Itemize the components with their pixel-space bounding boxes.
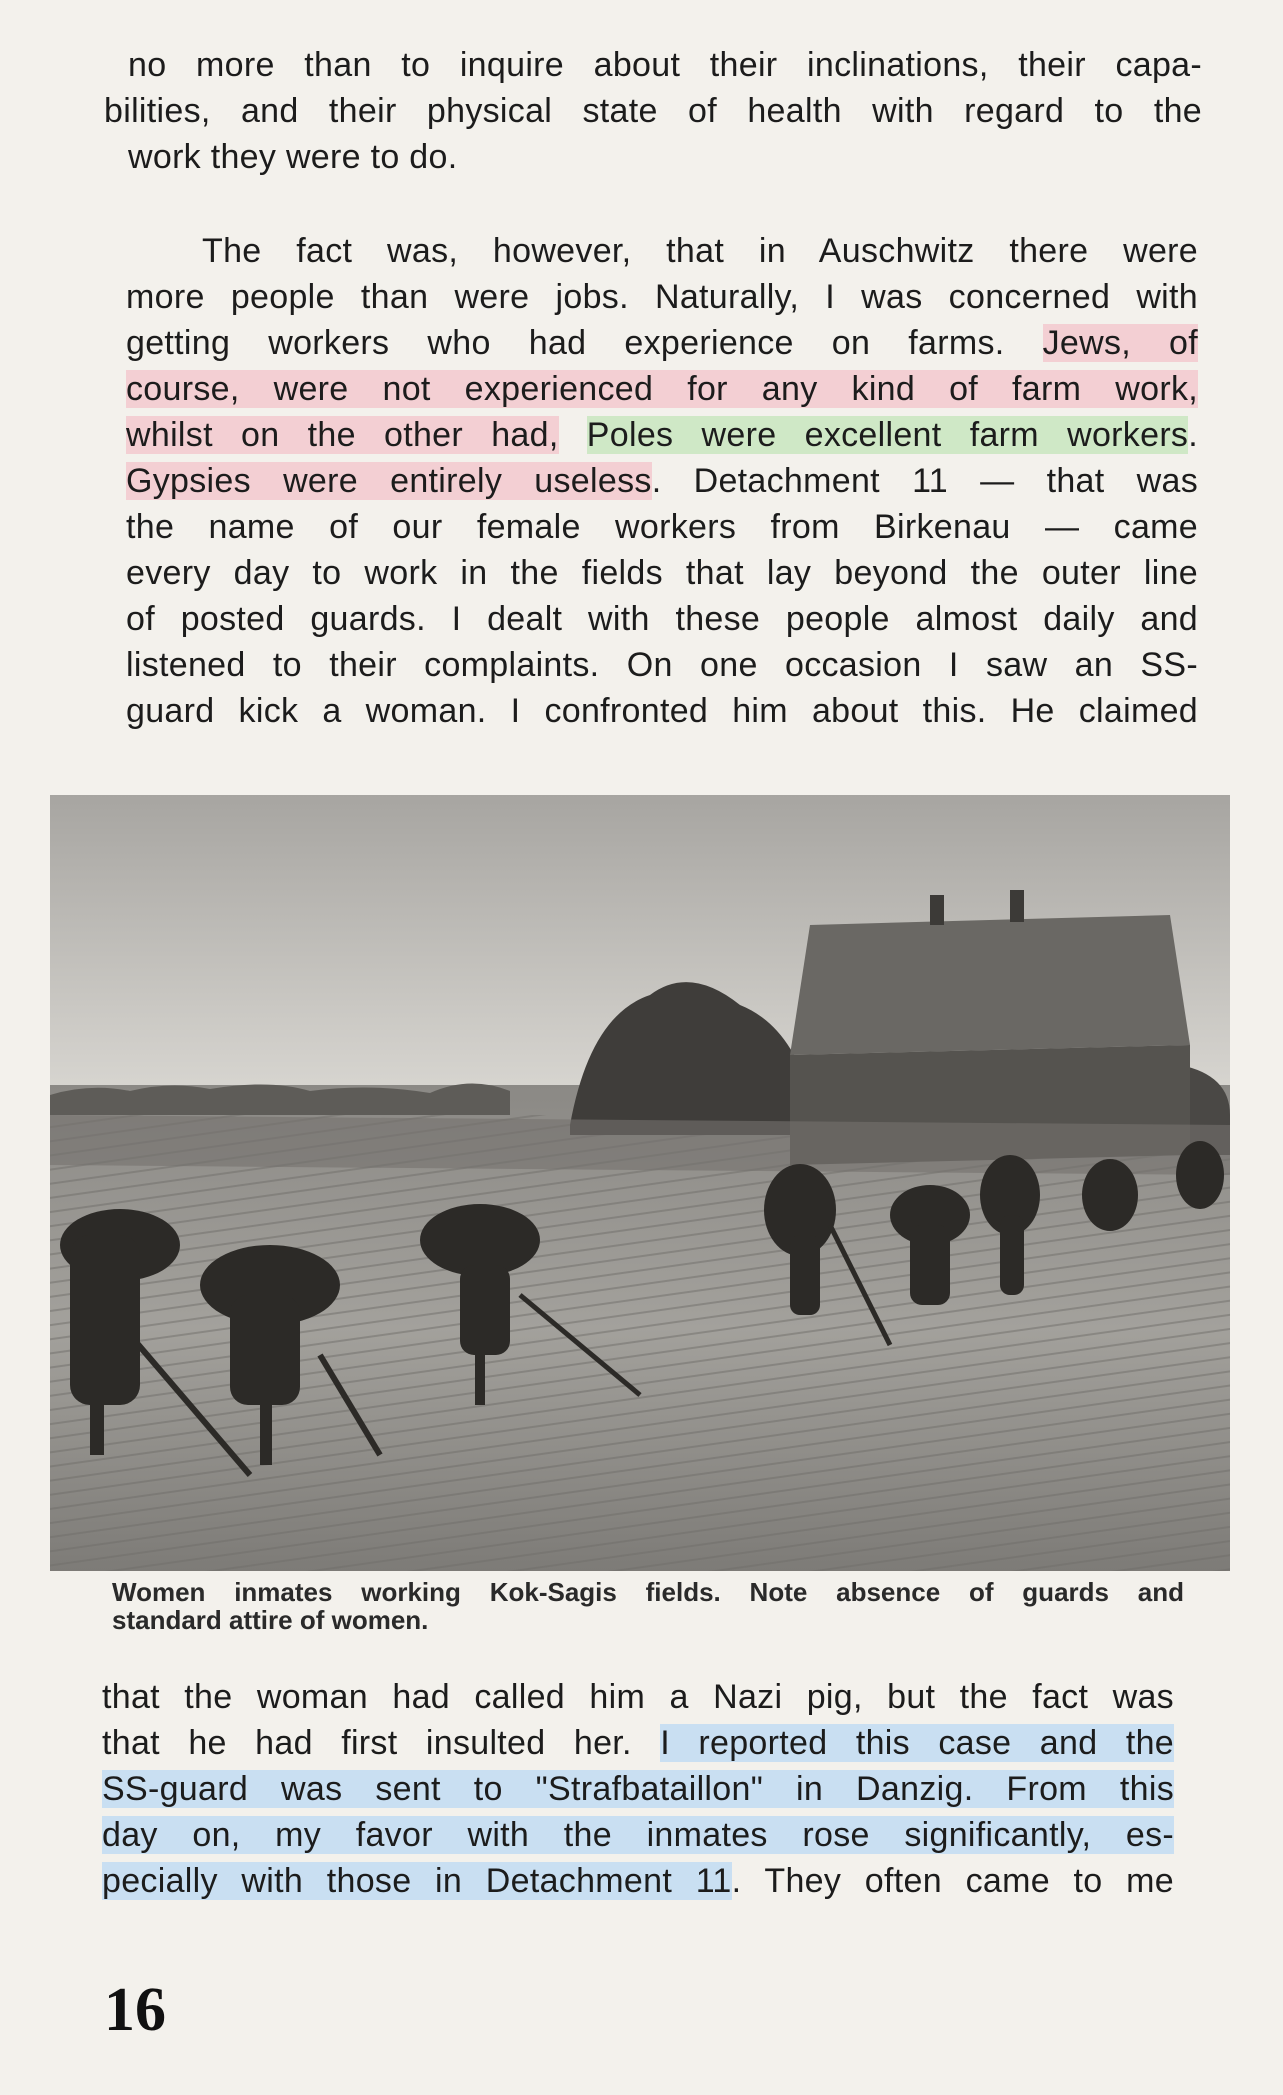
text-segment: . They often came to me [731,1862,1174,1900]
highlight-green: Poles were excellent farm workers [586,416,1189,454]
text-line [102,1766,1174,1812]
highlight-blue: pecially with those in Detachment 11 [102,1862,732,1900]
highlight-blue: I reported this case and the [660,1724,1174,1762]
text-line: bilities, and their physical state of health with regard to the [104,92,1202,130]
highlight-red: course, were not experienced for any kind of farm work, [126,370,1198,408]
text-line [102,1720,1174,1766]
highlight-red: Gypsies were entirely useless [126,462,652,500]
highlight-red: Jews, of [1042,324,1198,362]
text-line [126,320,1198,366]
text-line: guard kick a woman. I confronted him about this. He claimed [126,692,1198,730]
text-segment: that he had first insulted her. [102,1724,661,1762]
text-line: listened to their complaints. On one occasion I saw an SS- [126,646,1198,684]
field-workers-photo [50,795,1230,1571]
text-segment: . Detachment 11 — that was [651,462,1199,500]
highlight-blue: SS-guard was sent to "Strafbataillon" in Danzig. From this [102,1770,1174,1808]
highlight-red: whilst on the other had, [126,416,559,454]
text-line: The fact was, however, that in Auschwitz there were [202,232,1198,270]
text-line: of posted guards. I dealt with these people almost daily and [126,600,1198,638]
photo-caption [112,1578,1184,1634]
text-line [102,1812,1174,1858]
paragraph-continued [104,42,1202,180]
text-line: no more than to inquire about their inclinations, their capa- [128,46,1202,84]
text-line: the name of our female workers from Birkenau — came [126,508,1198,546]
text-line: more people than were jobs. Naturally, I was concerned with [126,278,1198,316]
text-line: work they were to do. [128,138,458,176]
paragraph-ss-guard [102,1674,1174,1904]
page-number: 16 [104,1976,166,2044]
text-line: every day to work in the fields that lay beyond the outer line [126,554,1198,592]
text-line [126,458,1198,504]
caption-line: standard attire of women. [112,1605,429,1635]
text-segment: getting workers who had experience on farms. [126,324,1043,362]
highlight-blue: day on, my favor with the inmates rose significantly, es- [102,1816,1174,1854]
text-line [102,1858,1174,1904]
text-line [126,366,1198,412]
text-line [126,412,1198,458]
caption-line: Women inmates working Kok-Sagis fields. Note absence of guards and [112,1577,1184,1607]
text-segment: . [1188,416,1198,454]
text-line: that the woman had called him a Nazi pig, but the fact was [102,1678,1174,1716]
paragraph-auschwitz-jobs [126,228,1198,734]
